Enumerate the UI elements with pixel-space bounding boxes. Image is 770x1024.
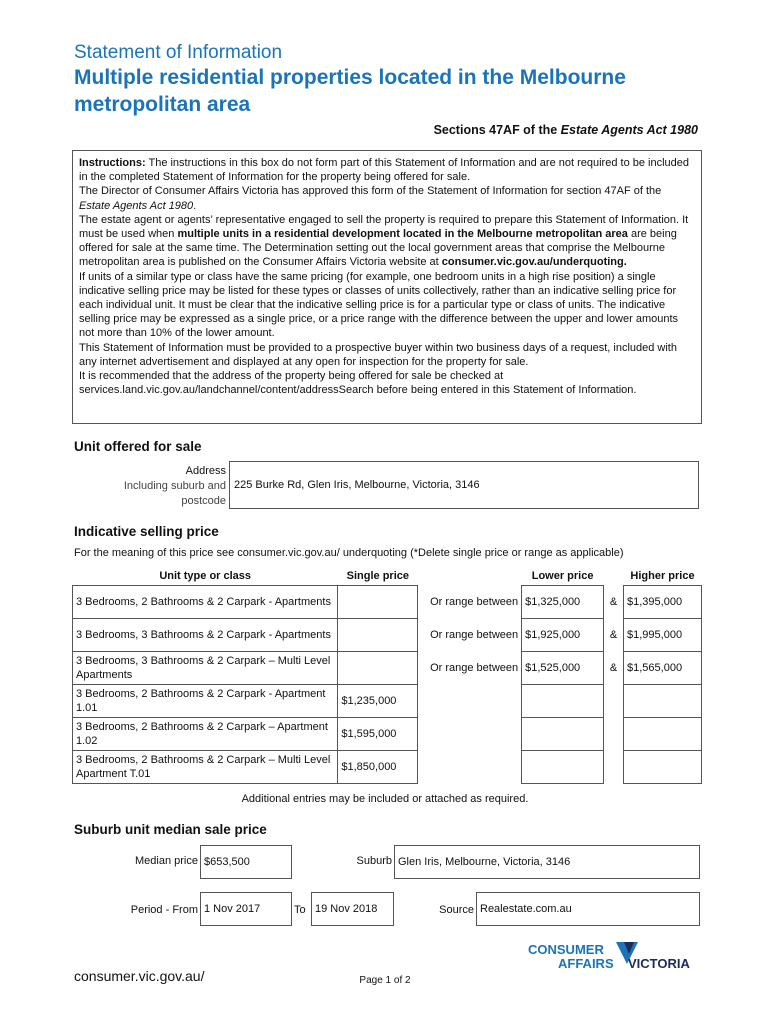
ampersand-label: & — [609, 661, 618, 674]
address-label-sub: Including suburb and — [123, 480, 226, 492]
instructions-text: The estate agent or agents’ representative engaged to sell the property is required to prepare this Statement of Information. It must be used when — [79, 213, 689, 241]
source-value: Realestate.com.au — [480, 903, 572, 915]
higher-price-cell[interactable] — [624, 717, 702, 750]
sections-prefix: Sections 47AF of the — [433, 123, 561, 137]
column-header-unit: Unit type or class — [73, 567, 338, 585]
period-to-value: 19 Nov 2018 — [315, 903, 378, 915]
indicative-price-note: For the meaning of this price see consumer.vic.gov.au/ underquoting (*Delete single price or range as applicable) — [74, 547, 624, 559]
address-value: 225 Burke Rd, Glen Iris, Melbourne, Victoria, 3146 — [234, 479, 480, 491]
document-subtitle: Statement of Information — [74, 42, 283, 63]
single-price-cell[interactable] — [338, 651, 418, 684]
column-header-higher: Higher price — [630, 569, 695, 582]
unit-type-cell[interactable]: 3 Bedrooms, 3 Bathrooms & 2 Carpark – Multi Level Apartments — [73, 651, 338, 684]
instructions-text: . — [193, 199, 197, 212]
instructions-box — [72, 150, 702, 424]
unit-type-cell[interactable]: 3 Bedrooms, 3 Bathrooms & 2 Carpark - Apartments — [73, 618, 338, 651]
period-to-field[interactable] — [311, 892, 394, 926]
suburb-value: Glen Iris, Melbourne, Victoria, 3146 — [398, 856, 571, 868]
page-number: Page 1 of 2 — [359, 975, 411, 986]
higher-price-cell[interactable]: $1,995,000 — [624, 618, 702, 651]
ampersand-label: & — [609, 628, 618, 641]
additional-entries-note: Additional entries may be included or attached as required. — [241, 793, 529, 805]
single-price-cell[interactable] — [338, 618, 418, 651]
instructions-label: Instructions: — [79, 157, 146, 169]
price-table-row — [73, 585, 702, 618]
instructions-paragraph — [79, 184, 695, 212]
or-range-label: Or range between — [430, 628, 519, 641]
ampersand-label — [604, 684, 624, 717]
instructions-paragraph — [79, 213, 695, 270]
median-price-label: Median price — [135, 855, 198, 867]
ampersand-label: & — [609, 595, 618, 608]
period-from-field[interactable] — [200, 892, 292, 926]
address-field[interactable] — [229, 461, 699, 509]
underquoting-link[interactable]: consumer.vic.gov.au/underquoting. — [441, 256, 627, 269]
address-label-sub: postcode — [181, 495, 226, 507]
column-header-lower: Lower price — [531, 569, 594, 582]
footer-url[interactable]: consumer.vic.gov.au/ — [74, 968, 205, 984]
period-from-label: Period - From — [130, 904, 198, 916]
consumer-affairs-victoria-logo — [528, 940, 703, 986]
single-price-cell[interactable] — [338, 585, 418, 618]
lower-price-cell[interactable] — [522, 717, 604, 750]
single-price-cell[interactable]: $1,235,000 — [338, 684, 418, 717]
lower-price-cell[interactable] — [522, 684, 604, 717]
period-to-label: To — [294, 904, 306, 916]
ampersand-label — [604, 717, 624, 750]
address-label-main: Address — [185, 465, 226, 477]
unit-type-cell[interactable]: 3 Bedrooms, 2 Bathrooms & 2 Carpark – Apartment 1.02 — [73, 717, 338, 750]
suburb-label: Suburb — [356, 855, 392, 867]
price-table-row — [73, 684, 702, 717]
period-from-value: 1 Nov 2017 — [204, 903, 261, 915]
ampersand-label — [604, 750, 624, 783]
price-table-header — [73, 567, 702, 585]
or-range-label: Or range between — [430, 661, 519, 674]
column-header-single: Single price — [346, 569, 410, 582]
single-price-cell[interactable]: $1,595,000 — [338, 717, 418, 750]
or-range-label — [418, 717, 522, 750]
unit-offered-heading: Unit offered for sale — [74, 439, 202, 454]
median-price-value: $653,500 — [204, 856, 250, 868]
instructions-paragraph: If units of a similar type or class have the same pricing (for example, one bedroom units in a high rise position) a single indicative selling price may be listed for these types or classes of units collectively, rather than an indicative selling price for each individual unit. It must be clear that the indicative selling price is for a particular type or class of units. The indicative selling price may be expressed as a single price, or a price range with the difference between the upper and lower amounts not more than 10% of the lower amount. — [79, 270, 679, 340]
instructions-text: are being offered for sale at the same time. The Determination setting out the local government areas that comprise the Melbourne metropolitan area is published on the Consumer Affairs Victoria website at — [79, 228, 677, 269]
indicative-price-heading: Indicative selling price — [74, 524, 219, 539]
act-name: Estate Agents Act 1980 — [560, 123, 698, 137]
instructions-act: Estate Agents Act 1980 — [79, 199, 194, 212]
lower-price-cell[interactable] — [522, 750, 604, 783]
legislation-reference — [434, 123, 698, 137]
address-label — [100, 464, 226, 509]
price-table-row — [73, 717, 702, 750]
higher-price-cell[interactable] — [624, 750, 702, 783]
suburb-field[interactable] — [394, 845, 700, 879]
source-label: Source — [439, 904, 474, 916]
instructions-emphasis: multiple units in a residential development located in the Melbourne metropolitan area — [177, 228, 628, 241]
lower-price-cell[interactable]: $1,525,000 — [522, 651, 604, 684]
document-title: Multiple residential properties located in the Melbourne metropolitan area — [74, 66, 626, 116]
instructions-paragraph: This Statement of Information must be provided to a prospective buyer within two business days of a request, included with any internet advertisement and displayed at any open for inspection for the property for sale. — [79, 341, 677, 368]
median-price-field[interactable] — [200, 845, 292, 879]
instructions-text: The instructions in this box do not form part of this Statement of Information and are not required to be included in the completed Statement of Information for the property being offered for sale. — [79, 157, 690, 184]
price-table — [72, 567, 702, 784]
higher-price-cell[interactable]: $1,395,000 — [624, 585, 702, 618]
instructions-paragraph — [79, 156, 695, 184]
logo-text-affairs: AFFAIRS — [558, 956, 614, 971]
unit-type-cell[interactable]: 3 Bedrooms, 2 Bathrooms & 2 Carpark - Apartment 1.01 — [73, 684, 338, 717]
price-table-row — [73, 651, 702, 684]
higher-price-cell[interactable] — [624, 684, 702, 717]
unit-type-cell[interactable]: 3 Bedrooms, 2 Bathrooms & 2 Carpark - Apartments — [73, 585, 338, 618]
higher-price-cell[interactable]: $1,565,000 — [624, 651, 702, 684]
logo-text-consumer: CONSUMER — [528, 942, 604, 957]
instructions-paragraph: It is recommended that the address of the property being offered for sale be checked at services.land.vic.gov.au/landchannel/content/addressSearch before being entered in this Statement of Information. — [79, 370, 637, 397]
lower-price-cell[interactable]: $1,325,000 — [522, 585, 604, 618]
single-price-cell[interactable]: $1,850,000 — [338, 750, 418, 783]
lower-price-cell[interactable]: $1,925,000 — [522, 618, 604, 651]
instructions-text: The Director of Consumer Affairs Victoria has approved this form of the Statement of Information for section 47AF of the — [79, 185, 662, 198]
median-price-heading: Suburb unit median sale price — [74, 822, 267, 837]
logo-text-victoria: VICTORIA — [628, 956, 690, 971]
price-table-row — [73, 750, 702, 783]
source-field[interactable] — [476, 892, 700, 926]
unit-type-cell[interactable]: 3 Bedrooms, 2 Bathrooms & 2 Carpark – Multi Level Apartment T.01 — [73, 750, 338, 783]
price-table-row — [73, 618, 702, 651]
or-range-label — [418, 750, 522, 783]
or-range-label — [418, 684, 522, 717]
or-range-label: Or range between — [430, 595, 519, 608]
